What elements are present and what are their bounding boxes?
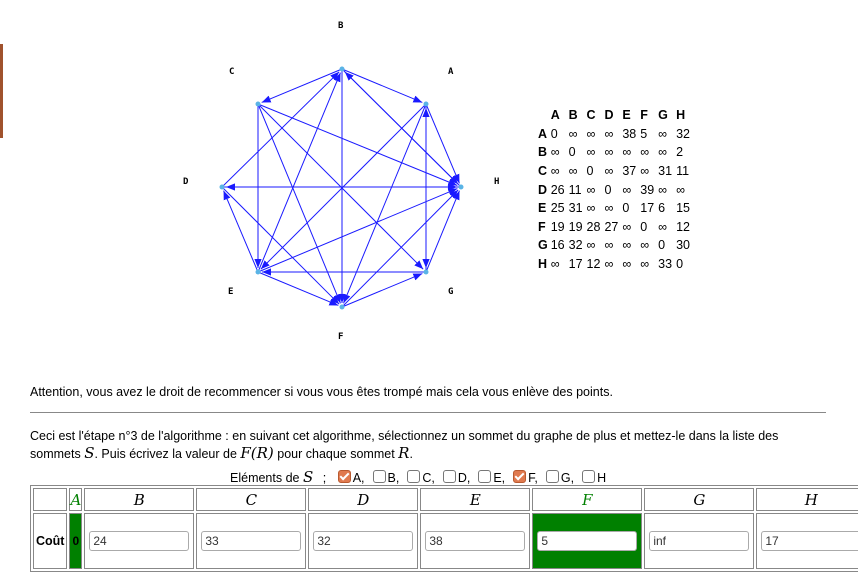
matrix-row-header: H (538, 257, 548, 272)
matrix-cell: 6 (658, 201, 666, 216)
graph-vertex-label-g: G (448, 287, 454, 297)
graph-edge (258, 104, 457, 185)
cost-corner (33, 488, 67, 511)
graph-edge (342, 190, 458, 307)
separator-line (30, 412, 826, 413)
matrix-cell: ∞ (586, 145, 596, 160)
cost-cell-h (756, 513, 858, 569)
matrix-cell: 12 (676, 219, 690, 234)
matrix-cell: 0 (676, 257, 684, 272)
matrix-cell: ∞ (604, 201, 614, 216)
checkbox-label-e: E, (493, 471, 506, 485)
matrix-cell: ∞ (676, 182, 685, 197)
matrix-cell: 39 (640, 182, 655, 197)
cost-cell-g (644, 513, 754, 569)
matrix-cell: 25 (550, 201, 565, 216)
graph-edge (258, 73, 340, 272)
matrix-cell: 38 (622, 126, 637, 141)
graph-vertex-label-h: H (494, 177, 500, 187)
checkbox-c[interactable] (407, 470, 420, 483)
cost-header-d: D (308, 488, 418, 511)
graph-vertex-label-c: C (229, 67, 235, 77)
graph-vertex-e (256, 270, 261, 275)
checkbox-f[interactable] (513, 470, 526, 483)
cost-input-c[interactable] (201, 531, 301, 551)
matrix-row (536, 199, 692, 218)
graph-vertex-b (340, 67, 345, 72)
graph-diagram (160, 10, 530, 355)
matrix-cell: ∞ (658, 182, 668, 197)
matrix-cell: ∞ (550, 164, 560, 179)
matrix-cell: 31 (658, 164, 673, 179)
instructions-text (30, 428, 830, 463)
distance-matrix (536, 106, 692, 273)
var-fr: F(R) (240, 444, 274, 462)
matrix-row (536, 180, 692, 199)
cost-input-e[interactable] (425, 531, 525, 551)
graph-edge (224, 191, 258, 272)
matrix-cell: 0 (640, 219, 648, 234)
cost-input-f[interactable] (537, 531, 637, 551)
checkbox-label-g: G, (560, 471, 575, 485)
matrix-row (536, 143, 692, 162)
graph-vertex-f (340, 305, 345, 310)
graph-edge (258, 104, 340, 303)
matrix-corner (536, 106, 549, 125)
matrix-cell: ∞ (568, 164, 578, 179)
var-r: R (398, 444, 410, 462)
cost-input-d[interactable] (313, 531, 413, 551)
checkbox-a[interactable] (338, 470, 351, 483)
cost-input-g[interactable] (649, 531, 749, 551)
graph-vertex-h (459, 185, 464, 190)
matrix-row (536, 162, 692, 181)
matrix-row-header: G (538, 238, 548, 253)
matrix-cell: 37 (622, 164, 637, 179)
var-s: S (84, 444, 95, 462)
matrix-cell: 27 (604, 219, 619, 234)
matrix-cell: ∞ (622, 219, 632, 234)
matrix-row (536, 255, 692, 274)
matrix-cell: 5 (640, 126, 648, 141)
matrix-cell: 0 (604, 182, 612, 197)
matrix-row (536, 236, 692, 255)
graph-edge (426, 104, 459, 183)
cost-cell-b (84, 513, 194, 569)
matrix-cell: 17 (568, 257, 583, 272)
matrix-cell: ∞ (604, 257, 614, 272)
graph-edge (258, 272, 338, 305)
matrix-cell: ∞ (568, 126, 578, 141)
checkbox-b[interactable] (373, 470, 386, 483)
matrix-cell: ∞ (658, 145, 668, 160)
matrix-cell: ∞ (586, 182, 596, 197)
graph-vertex-a (424, 102, 429, 107)
matrix-cell: 15 (676, 201, 690, 216)
matrix-col-header: E (622, 108, 631, 123)
matrix-row-header: E (538, 201, 547, 216)
matrix-cell: 28 (586, 219, 601, 234)
graph-vertex-label-a: A (448, 67, 454, 77)
cost-header-g: G (644, 488, 754, 511)
matrix-cell: ∞ (622, 182, 632, 197)
cost-header-h: H (756, 488, 858, 511)
matrix-cell: 19 (568, 219, 583, 234)
matrix-cell: 11 (568, 182, 582, 197)
matrix-row-header: D (538, 182, 548, 197)
matrix-cell: ∞ (604, 145, 614, 160)
matrix-col-header: G (658, 108, 668, 123)
matrix-col-header: A (550, 108, 560, 123)
matrix-cell: ∞ (622, 257, 632, 272)
matrix-cell: ∞ (640, 145, 650, 160)
matrix-cell: ∞ (622, 145, 632, 160)
matrix-row-header: F (538, 219, 546, 234)
cost-input-b[interactable] (89, 531, 189, 551)
checkbox-e[interactable] (478, 470, 491, 483)
graph-edge (345, 72, 461, 187)
matrix-row-header: C (538, 164, 548, 179)
matrix-cell: 31 (568, 201, 583, 216)
graph-vertex-g (424, 270, 429, 275)
instructions-part4: . (409, 447, 413, 461)
matrix-cell: 2 (676, 145, 684, 160)
checkbox-label-b: B, (387, 471, 400, 485)
matrix-cell: ∞ (640, 257, 650, 272)
matrix-col-header: F (640, 108, 648, 123)
set-var: S (302, 468, 314, 486)
matrix-row (536, 218, 692, 237)
matrix-cell: 32 (676, 126, 690, 141)
matrix-cell: ∞ (550, 257, 560, 272)
cost-header-b: B (84, 488, 194, 511)
checkbox-g[interactable] (546, 470, 559, 483)
matrix-cell: 19 (550, 219, 565, 234)
matrix-row (536, 125, 692, 144)
cost-row-label: Coût (33, 513, 67, 569)
matrix-cell: ∞ (640, 164, 650, 179)
matrix-cell: ∞ (586, 201, 596, 216)
graph-vertex-d (220, 185, 225, 190)
graph-edge (342, 69, 422, 102)
graph-vertex-label-f: F (338, 332, 344, 342)
matrix-cell: ∞ (658, 219, 668, 234)
set-separator: ; (322, 471, 327, 485)
matrix-cell: ∞ (658, 126, 668, 141)
matrix-cell: ∞ (550, 145, 560, 160)
matrix-row-header: A (538, 126, 548, 141)
matrix-cell: 12 (586, 257, 601, 272)
matrix-row-header: B (538, 145, 548, 160)
graph-vertex-c (256, 102, 261, 107)
checkbox-label-a: A, (352, 471, 365, 485)
matrix-cell: 33 (658, 257, 673, 272)
matrix-cell: 0 (658, 238, 666, 253)
matrix-col-header: H (676, 108, 686, 123)
instructions-part3: pour chaque sommet (273, 447, 399, 461)
warning-text: Attention, vous avez le droit de recommencer si vous vous êtes trompé mais cela vous enlève des points. (30, 385, 613, 399)
cost-cell-c (196, 513, 306, 569)
cost-cell-d (308, 513, 418, 569)
cost-cell-f (532, 513, 642, 569)
checkbox-h[interactable] (582, 470, 595, 483)
matrix-col-header: B (568, 108, 578, 123)
graph-edge (258, 189, 457, 272)
graph-edge (426, 191, 459, 272)
graph-vertex-label-d: D (183, 177, 189, 187)
set-selection-row (230, 468, 606, 486)
instructions-part1: Ceci est l'étape n°3 de l'algorithme : en suivant cet algorithme, sélectionnez un sommet du graphe de plus et mettez-le dans la liste des sommets (30, 429, 779, 461)
matrix-cell: 16 (550, 238, 565, 253)
cost-input-h[interactable] (761, 531, 858, 551)
left-accent-bar (0, 44, 3, 138)
graph-vertex-label-e: E (228, 287, 234, 297)
matrix-cell: ∞ (586, 126, 596, 141)
matrix-cell: ∞ (622, 238, 632, 253)
matrix-cell: ∞ (640, 238, 650, 253)
checkbox-label-d: D, (457, 471, 471, 485)
matrix-col-header: D (604, 108, 614, 123)
matrix-cell: ∞ (604, 164, 614, 179)
matrix-cell: 0 (550, 126, 558, 141)
matrix-cell: 0 (568, 145, 576, 160)
cost-header-e: E (420, 488, 530, 511)
instructions-part2: . Puis écrivez la valeur de (94, 447, 241, 461)
checkbox-label-c: C, (422, 471, 435, 485)
matrix-cell: 17 (640, 201, 655, 216)
cost-header-f: F (532, 488, 642, 511)
matrix-cell: 0 (586, 164, 594, 179)
matrix-col-header: C (586, 108, 596, 123)
checkbox-label-f: F, (528, 471, 538, 485)
graph-edge (222, 72, 339, 187)
graph-edge (344, 104, 426, 303)
checkbox-label-h: H (597, 471, 607, 485)
cost-cell-e (420, 513, 530, 569)
cost-header-a: A (69, 488, 82, 511)
graph-vertex-label-b: B (338, 21, 344, 31)
matrix-cell: ∞ (604, 126, 614, 141)
checkbox-d[interactable] (443, 470, 456, 483)
matrix-cell: 0 (622, 201, 630, 216)
cost-header-c: C (196, 488, 306, 511)
matrix-cell: ∞ (586, 238, 596, 253)
matrix-cell: ∞ (604, 238, 614, 253)
matrix-cell: 26 (550, 182, 565, 197)
cost-value-a: 0 (69, 513, 82, 569)
matrix-cell: 32 (568, 238, 583, 253)
cost-table (30, 485, 858, 572)
set-label: Eléments de (230, 471, 300, 485)
matrix-cell: 11 (676, 164, 690, 179)
matrix-cell: 30 (676, 238, 690, 253)
